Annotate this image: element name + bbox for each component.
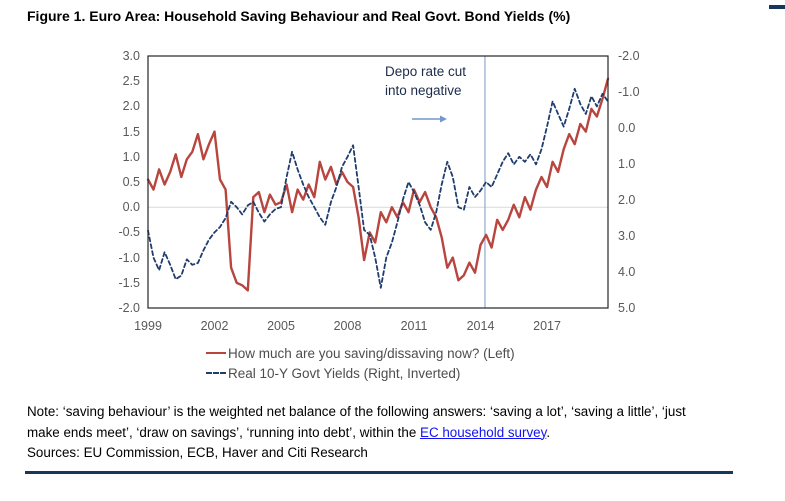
left-axis-tick: 2.0 xyxy=(122,99,140,114)
right-axis-tick: 1.0 xyxy=(618,157,636,171)
right-axis-tick: 0.0 xyxy=(618,121,636,135)
legend-label-saving: How much are you saving/dissaving now? (Left) xyxy=(228,345,515,361)
right-axis-tick: 5.0 xyxy=(618,301,636,315)
navy-dashed-line-swatch xyxy=(206,372,226,374)
x-axis-tick: 2005 xyxy=(267,319,295,333)
left-axis-tick: 0.0 xyxy=(122,200,140,215)
right-axis-tick: -2.0 xyxy=(618,49,640,63)
annotation-line-1: Depo rate cut xyxy=(385,64,467,79)
left-axis-tick: -0.5 xyxy=(118,225,140,240)
left-axis-tick: 1.5 xyxy=(122,124,140,139)
left-axis-tick: -2.0 xyxy=(118,301,140,315)
footnote-block xyxy=(27,402,721,464)
left-axis-tick: -1.5 xyxy=(118,275,140,290)
ec-household-survey-link[interactable]: EC household survey xyxy=(420,424,547,440)
legend-item-saving xyxy=(206,343,515,363)
x-axis-tick: 1999 xyxy=(134,319,162,333)
event-annotation xyxy=(385,62,466,100)
note-text: Note: ‘saving behaviour’ is the weighted net balance of the following answers: ‘saving a lot’, ‘saving a little’, ‘just make ends meet’, ‘draw on savings’, ‘running into debt’, within the xyxy=(27,404,686,440)
legend-label-yields: Real 10-Y Govt Yields (Right, Inverted) xyxy=(228,365,461,381)
legend-item-yields xyxy=(206,363,515,383)
chart-legend xyxy=(206,343,515,383)
saving-behaviour-line xyxy=(148,79,608,291)
right-axis-tick: 2.0 xyxy=(618,193,636,207)
red-solid-line-swatch xyxy=(206,352,226,354)
right-axis-tick: 3.0 xyxy=(618,229,636,243)
x-axis-tick: 2014 xyxy=(466,319,495,333)
left-axis-tick: 1.0 xyxy=(122,149,140,164)
left-axis-tick: 2.5 xyxy=(122,74,140,89)
figure-title: Figure 1. Euro Area: Household Saving Behaviour and Real Govt. Bond Yields (%) xyxy=(27,8,571,24)
sources-line: Sources: EU Commission, ECB, Haver and Citi Research xyxy=(27,445,368,460)
note-period: . xyxy=(546,424,551,440)
x-axis-tick: 2017 xyxy=(533,319,561,333)
right-axis-tick: -1.0 xyxy=(618,85,640,99)
left-axis-tick: 0.5 xyxy=(122,175,140,189)
x-axis-tick: 2002 xyxy=(200,319,229,333)
x-axis-tick: 2011 xyxy=(400,319,428,333)
x-axis-tick: 2008 xyxy=(333,319,362,333)
left-axis-tick: -1.0 xyxy=(118,250,140,265)
bottom-rule xyxy=(25,471,733,474)
annotation-arrow-head xyxy=(440,116,447,123)
annotation-line-2: into negative xyxy=(385,83,462,98)
left-axis-tick: 3.0 xyxy=(122,49,140,63)
right-axis-tick: 4.0 xyxy=(618,265,636,279)
real-yields-line xyxy=(148,89,608,288)
